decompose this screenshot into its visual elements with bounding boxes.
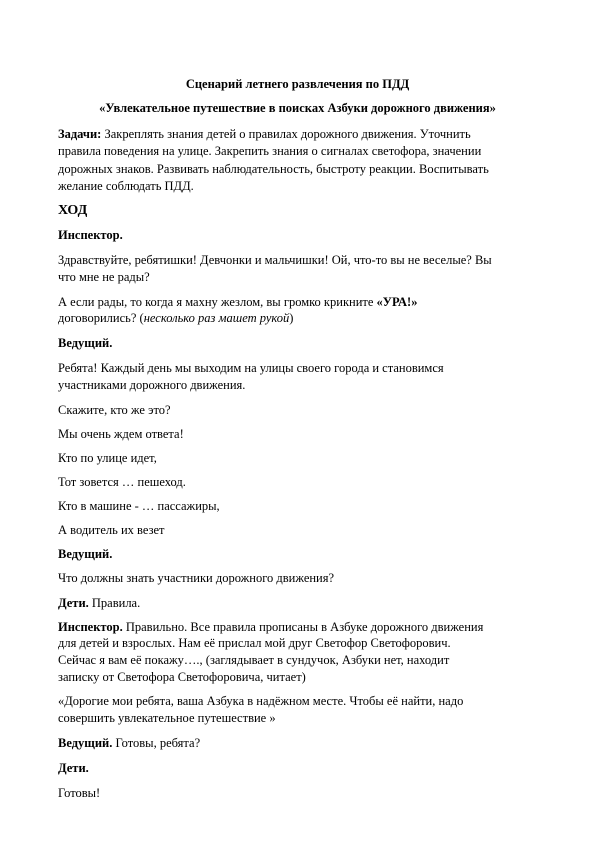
document-title: Сценарий летнего развлечения по ПДД — [185, 77, 410, 91]
paragraph-line: Инспектор. Правильно. Все правила прописаны в Азбуке дорожного движения — [58, 620, 484, 634]
paragraph-line: Скажите, кто же это? — [58, 403, 171, 417]
paragraph-line: А если рады, то когда я махну жезлом, вы громко крикните «УРА!» — [58, 295, 418, 309]
section-heading: ХОД — [58, 203, 88, 218]
paragraph-line: А водитель их везет — [58, 523, 165, 537]
paragraph-line: Кто по улице идет, — [58, 451, 157, 465]
tasks-line-4: желание соблюдать ПДД. — [58, 179, 194, 193]
paragraph-line: Готовы! — [58, 786, 101, 800]
paragraph-line: Ведущий. Готовы, ребята? — [58, 736, 201, 750]
paragraph-line: что мне не рады? — [58, 270, 150, 284]
tasks-line-1: Задачи: Закреплять знания детей о правилах дорожного движения. Уточнить — [58, 127, 471, 141]
paragraph-line: Тот зовется … пешеход. — [58, 475, 186, 489]
speaker-label: Ведущий. — [58, 336, 113, 350]
paragraph-line: Ребята! Каждый день мы выходим на улицы своего города и становимся — [58, 361, 444, 375]
paragraph-line: Мы очень ждем ответа! — [58, 427, 184, 441]
speaker-label: Инспектор. — [58, 228, 123, 242]
paragraph-line: для детей и взрослых. Нам её прислал мой друг Светофор Светофорович. — [58, 636, 451, 650]
paragraph-line: Кто в машине - … пассажиры, — [58, 499, 220, 513]
paragraph-line: записку от Светофора Светофоровича, читает) — [58, 670, 306, 684]
tasks-line-2: правила поведения на улице. Закрепить знания о сигналах светофора, значении — [58, 144, 482, 158]
paragraph-line: Здравствуйте, ребятишки! Девчонки и мальчишки! Ой, что-то вы не веселые? Вы — [58, 253, 492, 267]
document-subtitle: «Увлекательное путешествие в поисках Азбуки дорожного движения» — [99, 101, 496, 115]
paragraph-line: договорились? (несколько раз машет рукой) — [58, 311, 294, 325]
paragraph-line: Дети. Правила. — [58, 596, 141, 610]
speaker-label: Ведущий. — [58, 547, 113, 561]
paragraph-line: «Дорогие мои ребята, ваша Азбука в надёжном месте. Чтобы её найти, надо — [58, 694, 464, 708]
paragraph-line: участниками дорожного движения. — [58, 378, 246, 392]
tasks-line-3: дорожных знаков. Развивать наблюдательность, быстроту реакции. Воспитывать — [58, 162, 489, 176]
paragraph-line: совершить увлекательное путешествие » — [58, 711, 276, 725]
speaker-label: Дети. — [58, 761, 89, 775]
paragraph-line: Что должны знать участники дорожного движения? — [58, 571, 335, 585]
paragraph-line: Сейчас я вам её покажу…., (заглядывает в сундучок, Азбуки нет, находит — [58, 653, 450, 667]
